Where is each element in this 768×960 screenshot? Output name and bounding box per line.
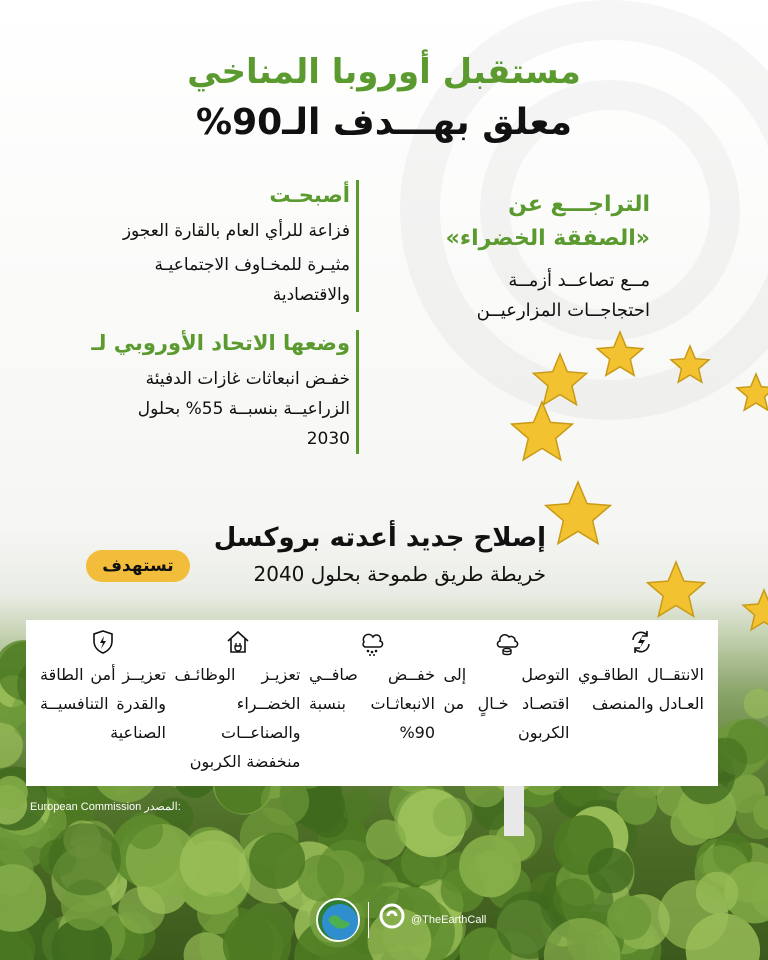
goal-text: التوصل إلى اقتصـاد خـالٍ من الكربون	[443, 665, 570, 742]
tree-canopy	[459, 835, 521, 897]
tree-canopy	[180, 830, 247, 897]
tree-canopy	[588, 848, 633, 893]
became-text-line2: مثيـرة للمخـاوف الاجتماعيـة	[154, 255, 350, 275]
footer-branding	[316, 896, 516, 944]
became-text-line1: فزاعة للرأي العام بالقارة العجوز	[122, 221, 350, 241]
tree-canopy	[118, 887, 165, 934]
social-handle: @TheEarthCall	[411, 914, 487, 926]
tree-canopy	[553, 878, 594, 919]
globe-icon	[318, 900, 362, 944]
became-text-line3: والاقتصادية	[272, 285, 350, 305]
tree-canopy	[366, 820, 406, 860]
tree-canopy	[607, 896, 651, 940]
reform-title: إصلاح جديد أعدته بروكسل	[213, 523, 546, 553]
retreat-block	[410, 188, 650, 326]
earth-call-logo	[316, 898, 360, 942]
goal-text: خفــض صافــي الانبعاثـات بنسبة 90%	[309, 665, 435, 742]
eu-text-line3: 2030	[306, 429, 350, 449]
goal-just-transition	[578, 628, 704, 786]
goal-energy-security	[40, 628, 166, 786]
tree-canopy	[249, 833, 305, 889]
goal-carbon-free-economy	[444, 628, 570, 786]
cloud-rain-icon	[358, 628, 386, 656]
goal-text: تعزيــز أمن الطاقة والقدرة التنافسيــة الصناعية	[40, 665, 166, 742]
eu-heading: وضعها الاتحاد الأوروبي لـ	[91, 331, 350, 355]
targets-badge: تستهدف	[86, 550, 190, 582]
alain-logo	[377, 903, 407, 937]
goal-net-emissions	[309, 628, 435, 786]
source-value: European Commission	[30, 801, 142, 813]
wind-turbine-tower	[504, 786, 524, 836]
retreat-text-line2: احتجاجــات المزارعيــن	[476, 300, 650, 321]
tree-canopy	[744, 689, 768, 719]
source-note	[30, 800, 181, 813]
became-block	[0, 180, 350, 310]
cloud-coins-icon	[493, 628, 521, 656]
reform-subtitle: خريطة طريق طموحة بحلول 2040	[253, 562, 546, 586]
house-plug-icon	[224, 628, 252, 656]
star-icon	[737, 374, 768, 410]
recycle-bolt-icon	[627, 628, 655, 656]
star-icon	[546, 482, 611, 544]
source-label: المصدر:	[144, 801, 181, 813]
divider-eu	[356, 330, 359, 454]
tree-canopy	[670, 802, 714, 846]
divider-became	[356, 180, 359, 312]
goal-text: تعزيـز الوظائـف الخضــراء والصناعــات منخفضة الكربون	[174, 665, 301, 771]
goals-panel	[26, 620, 718, 786]
tree-canopy	[617, 784, 658, 825]
retreat-heading-line1: التراجـــع عن	[508, 192, 650, 217]
tree-canopy	[126, 812, 163, 849]
eu-text-line1: خفـض انبعاثات غازات الدفيئة	[145, 369, 350, 389]
goal-green-jobs	[175, 628, 301, 786]
retreat-heading-line2: «الصفقة الخضراء»	[445, 226, 650, 251]
tree-canopy	[49, 823, 121, 895]
tree-canopy	[696, 872, 739, 915]
shield-bolt-icon	[89, 628, 117, 656]
page-title: مستقبل أوروبا المناخي	[187, 52, 581, 92]
goal-text: الانتقــال الطاقـوي العـادل والمنصف	[578, 665, 704, 713]
eu-text-line2: الزراعيــة بنسبــة 55% بحلول	[137, 399, 350, 419]
tree-canopy	[433, 797, 472, 836]
footer-separator	[368, 902, 369, 938]
page-subtitle: معلق بهـــدف الـ90%	[196, 102, 572, 143]
retreat-text-line1: مــع تصاعــد أزمــة	[508, 270, 650, 291]
tree-canopy	[341, 789, 375, 823]
became-heading: أصبحـت	[269, 183, 350, 207]
eu-block	[0, 328, 350, 454]
